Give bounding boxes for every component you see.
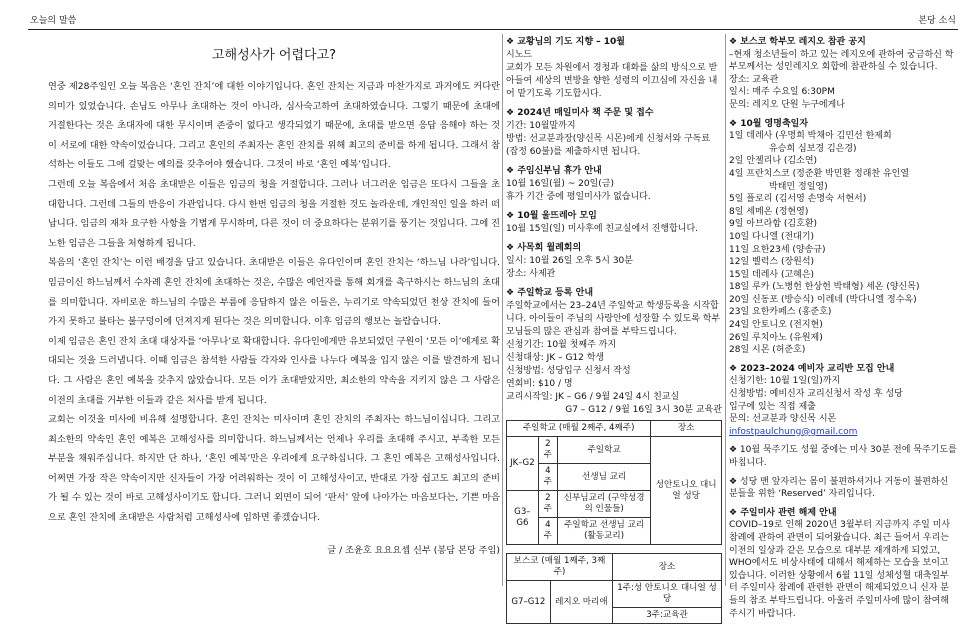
section-title: ❖ 사목회 월례회의: [506, 243, 582, 253]
section-line: 10월 15일(일) 미사후에 친교실에서 진행합니다.: [506, 224, 699, 234]
section-title: ❖ 주임신부님 휴가 안내: [506, 166, 602, 176]
section-title: ❖ 10월 울뜨레아 모임: [506, 211, 597, 221]
section-line: 장소: 교육관: [729, 74, 779, 85]
section-title: ❖ 2024년 매일미사 책 주문 및 접수: [506, 108, 654, 118]
feast-line: 11일 요한23세 (양송규): [729, 244, 826, 255]
section-line: 10월 16일(월) ~ 20일(금): [506, 179, 614, 189]
table-cell: G3–G6: [507, 491, 539, 545]
section-line: 입구에 있는 직접 제출: [729, 401, 816, 412]
table-cell: 선생님 교리: [557, 464, 650, 491]
section-title: ❖ 주일미사 관련 해제 안내: [729, 507, 837, 518]
table-cell: 4주: [538, 464, 557, 491]
section-line: 신청방법: 성당입구 신청서 작성: [506, 366, 631, 376]
table-cell: 4주: [538, 518, 557, 545]
feast-line: 4일 프란치스코 (정준환 박민환 정래찬 유인열: [729, 168, 910, 179]
section-body: 주일학교에서는 23–24년 주일학교 학생등록을 시작합니다. 아이들이 주님의 사랑안에 성장할 수 있도록 학부모님들의 많은 관심과 참여를 부탁드립니다.: [506, 301, 721, 337]
page-header: [28, 8, 958, 30]
section-line: 신청대상: JK – G12 학생: [506, 353, 605, 363]
feast-line: 28일 시몬 (허준호): [729, 345, 806, 356]
section-title: ❖ 보스코 학부모 레지오 참관 공지: [729, 37, 866, 47]
bosco-parent-section: [729, 36, 957, 112]
table-cell: 신부님교리 (구약성경의 인물들): [557, 491, 650, 518]
feast-line: 24일 안토니오 (전지현): [729, 320, 823, 331]
news-column-right: [729, 36, 957, 619]
feast-line: 1일 데레사 (우명희 박채아 김민선 한제희: [729, 131, 892, 142]
feast-day-section: [729, 118, 957, 357]
section-line: 일시: 매주 수요일 6:30PM: [729, 87, 835, 98]
feast-line: 2일 안젤리나 (김소연): [729, 156, 818, 167]
section-title: ❖ 주일학교 등록 안내: [506, 288, 594, 298]
prayer-section: [506, 36, 722, 101]
council-meeting-section: [506, 242, 722, 281]
vacation-section: [506, 165, 722, 204]
section-line: 문의: 선교분과 양신목 시몬: [729, 414, 837, 425]
table-header: 보스코 (매월 1째주, 3째주): [507, 554, 613, 581]
table-cell: 3주:교육관: [612, 608, 721, 624]
bosco-table: [506, 553, 722, 624]
table-row: [507, 581, 722, 608]
table-cell: 성안토니오 대니얼 성당: [651, 437, 722, 545]
article-paragraph: 연중 제28주일인 오늘 복음은 ‘혼인 잔치’에 대한 이야기입니다. 혼인 잔치는 지금과 마찬가지로 과거에도 커다란 의미가 있었습니다. 손님도 아무나 초대하는 것이 아니라, 심사숙고하여 초대하였습니다. 그렇기 때문에 초대에 거절한다는 것은 초대자에 대한 무시이며 존중이 없다고 생각되었기 때문에, 초대를 받으면 응답 응해야 하는 것이 서로에 대한 약속이었습니다. 그리고 혼인의 주최자는 혼인 잔치를 위해 최고의 준비를 하게 됩니다. 그래서 참석하는 이들도 그에 걸맞는 예의를 갖추어야 했습니다. 그것이 바로 ‘혼인 예복’입니다.: [48, 81, 500, 171]
rosary-notice: ❖ 10월 묵주기도 성월 중에는 미사 30분 전에 묵주기도를 바칩니다.: [729, 445, 957, 468]
section-line: 교리시작일: JK – G6 / 9월 24일 4시 친교실: [506, 392, 680, 402]
section-title: ❖ 10월 영명축일자: [729, 118, 809, 129]
section-line: 신청기간: 10월 첫째주 까지: [506, 340, 617, 350]
mass-dispensation-section: [729, 507, 957, 620]
section-line: 연회비: $10 / 명: [506, 379, 573, 389]
section-line: 기간: 10월말까지: [506, 121, 576, 131]
table-header: 주일학교 (매월 2째주, 4째주): [507, 421, 651, 437]
feast-line: 9일 아브라함 (김호환): [729, 219, 818, 230]
table-cell: 2주: [538, 491, 557, 518]
feast-line: 8일 세메온 (정현영): [729, 206, 809, 217]
column-divider: [502, 34, 503, 586]
missal-section: [506, 107, 722, 159]
feast-line: 10일 다니엘 (전대기): [729, 231, 815, 242]
homily-column: [48, 34, 500, 579]
feast-line: 5일 플로리 (김서영 손명숙 서현서): [729, 194, 867, 205]
section-body: COVID–19로 인해 2020년 3월부터 지금까지 주일 미사 참례에 관하여 관면이 되어왔습니다. 최근 들어서 우리는 이전의 일상과 같은 모습으로 대부분 재개하게 되었고, WHO에서도 비상사태에 대해서 해제하는 모습을 보이고 있습니다. 이러한 상황에서 6월 11일 성체성혈 대축일부터 주일미사 참례에 관련한 관면이 해제되었으니 신자 분들의 참조 부탁드립니다. 아울러 주일미사에 많이 참여해 주시기 바랍니다.: [729, 520, 951, 619]
table-cell: 레지오 마리애: [550, 581, 612, 624]
section-subtitle: 시노드: [506, 50, 533, 60]
section-line: 신청방법: 예비신자 교리신청서 작성 후 성당: [729, 389, 903, 400]
email-link[interactable]: infostpaulchung@gmail.com: [729, 426, 858, 437]
section-line: 문의: 레지오 단원 누구에게나: [729, 99, 845, 110]
article-paragraph: 그런데 오늘 복음에서 처음 초대받은 이들은 임금의 청을 거절합니다. 그러나 너그러운 임금은 또다시 그들을 초대합니다. 그런데 그들의 반응이 가관입니다. 다시 한번 임금의 청을 거절한 것도 놀라운데, 개인적인 일을 하러 떠납니다. 임금의 재차 요구한 사항을 기볍게 무시하며, 다른 것이 더 중요하다는 분위기를 풍기는 것입니다. 그에 진노한 임금은 그들을 처형하게 됩니다.: [48, 178, 500, 249]
feast-line: 18일 루카 (노병헌 한상헌 박태형) 세온 (양신목): [729, 282, 920, 293]
feast-line: 26일 루치아노 (유원제): [729, 332, 823, 343]
sunday-school-section: [506, 287, 722, 624]
catechumen-section: [729, 363, 957, 439]
feast-line: 12일 벨럭스 (장원석): [729, 257, 815, 268]
article-title: 고해성사가 어렵다고?: [211, 48, 337, 63]
table-cell: 주일학교 선생님 교리(활동교리): [557, 518, 650, 545]
section-title: ❖ 교황님의 기도 지향 – 10월: [506, 37, 626, 47]
feast-line: 23일 요한카페스 (홍준호): [729, 307, 832, 318]
feast-line: 박태민 정일영): [729, 181, 828, 192]
column-divider: [725, 34, 726, 586]
section-line: G7 – G12 / 9월 16일 3시 30분 교육관: [565, 405, 722, 415]
table-cell: 1주:성 안토니오 대니얼 성당: [612, 581, 721, 608]
table-header: 장소: [612, 554, 721, 581]
article-paragraph: 복음의 ‘혼인 잔치’는 이런 배경을 담고 있습니다. 초대받은 이들은 유다인이며 혼인 잔치는 ‘하느님 나라’입니다. 임금이신 하느님께서 수차례 혼인 잔치에 초대하는 것은, 수많은 예언자를 통해 회개를 촉구하시는 하느님의 초대를 의미합니다. 자비로운 하느님의 수많은 부름에 응답하지 않은 이들은, 누리기로 약속되었던 천상 잔치에 들어가지 못하고 불타는 불구덩이에 던져지게 된다는 것은 의미합니다. 이후 임금의 행보는 놀랍습니다.: [48, 257, 500, 328]
article-paragraph: 교회는 이것을 미사에 비유해 설명합니다. 혼인 잔치는 미사이며 혼인 잔치의 주최자는 하느님이십니다. 그리고 최소한의 약속인 혼인 예복은 고해성사를 의미합니다. 하느님께서는 언제나 우리를 초대해 주시고, 부족한 모든 부분을 채워주십니다. 하지만 단 하나, ‘혼인 예복’만은 우리에게 요구하십니다. 그 혼인 예복은 고해성사입니다. 어쩌면 가장 작은 약속이지만 신자들이 가장 어려워하는 것이 이 고해성사이고, 반대로 가장 쉽고도 최고의 준비가 될 수 있는 것이 바로 고해성사이기도 합니다. 그러니 외면이 되어 ‘판서’ 앞에 나아가는 마음보다는, 기쁜 마음으로 혼인 잔치에 초대받은 사람처럼 고해성사에 임하면 좋겠습니다.: [48, 414, 500, 524]
section-title: ❖ 2023–2024 예비자 교리반 모집 안내: [729, 363, 895, 374]
table-cell: 주일학교: [557, 437, 650, 464]
table-row: [507, 437, 722, 464]
header-left: 오늘의 말씀: [30, 16, 77, 26]
feast-line: 20일 신동포 (방승식) 이레네 (박다니엘 정수옥): [729, 294, 917, 305]
table-header: 장소: [651, 421, 722, 437]
section-line: 장소: 사제관: [506, 269, 556, 279]
table-cell: JK–G2: [507, 437, 539, 491]
section-line: 신청기한: 10월 1일(일)까지: [729, 376, 841, 387]
sunday-school-table: [506, 420, 722, 545]
article-signature: 글 / 조윤호 요요요셉 신부 (봉담 본당 주임): [327, 544, 500, 556]
reserved-seat-notice: ❖ 성당 맨 앞자리는 몸이 불편하셔거나 거동이 불편하신 분들을 위한 ‘Reserved’ 자리입니다.: [729, 476, 949, 500]
section-line: 일시: 10월 26일 오후 5시 30분: [506, 256, 633, 266]
feast-line: 유승희 심보경 김은경): [729, 143, 857, 154]
feast-line: 15일 데레사 (고혜은): [729, 269, 815, 280]
article-paragraph: 이제 임금은 혼인 잔치 초대 대상자를 ‘아무나’로 확대합니다. 유다인에게만 유보되었던 구원이 ‘모든 이’에게로 확대되는 것을 드러냅니다. 이때 임금은 참석한 사람들 각자와 인사를 나누다 예복을 입지 않은 이를 발견하게 됩니다. 그 사람은 혼인 예복을 갖추지 않았습니다. 모든 이가 초대받았지만, 최소한의 약속을 지키지 않은 그 사람은 이전의 초대를 거부한 이들과 같은 처사를 받게 됩니다.: [48, 335, 500, 406]
header-right: 본당 소식: [918, 16, 956, 26]
table-cell: 2주: [538, 437, 557, 464]
ultreya-section: [506, 210, 722, 236]
section-line: 휴가 기간 중에 평일미사가 없습니다.: [506, 192, 651, 202]
section-line: 방법: 선교분과장(양신목 시몬)에게 신청서와 구독료(잡정 60불)를 제출하시면 됩니다.: [506, 134, 711, 157]
news-column-middle: [506, 36, 722, 620]
table-cell: G7–G12: [507, 581, 551, 624]
section-body: –현재 청소년들이 하고 있는 레지오에 관하여 궁금하신 학부모께서는 성인레지오 회합에 참관하실 수 있습니다.: [729, 49, 954, 73]
section-body: 교회가 모든 차원에서 경청과 대화를 삶의 방식으로 받아들여 세상의 변방을 향한 성령의 이끄심에 자신을 내어 맡기도록 기도합시다.: [506, 63, 718, 99]
